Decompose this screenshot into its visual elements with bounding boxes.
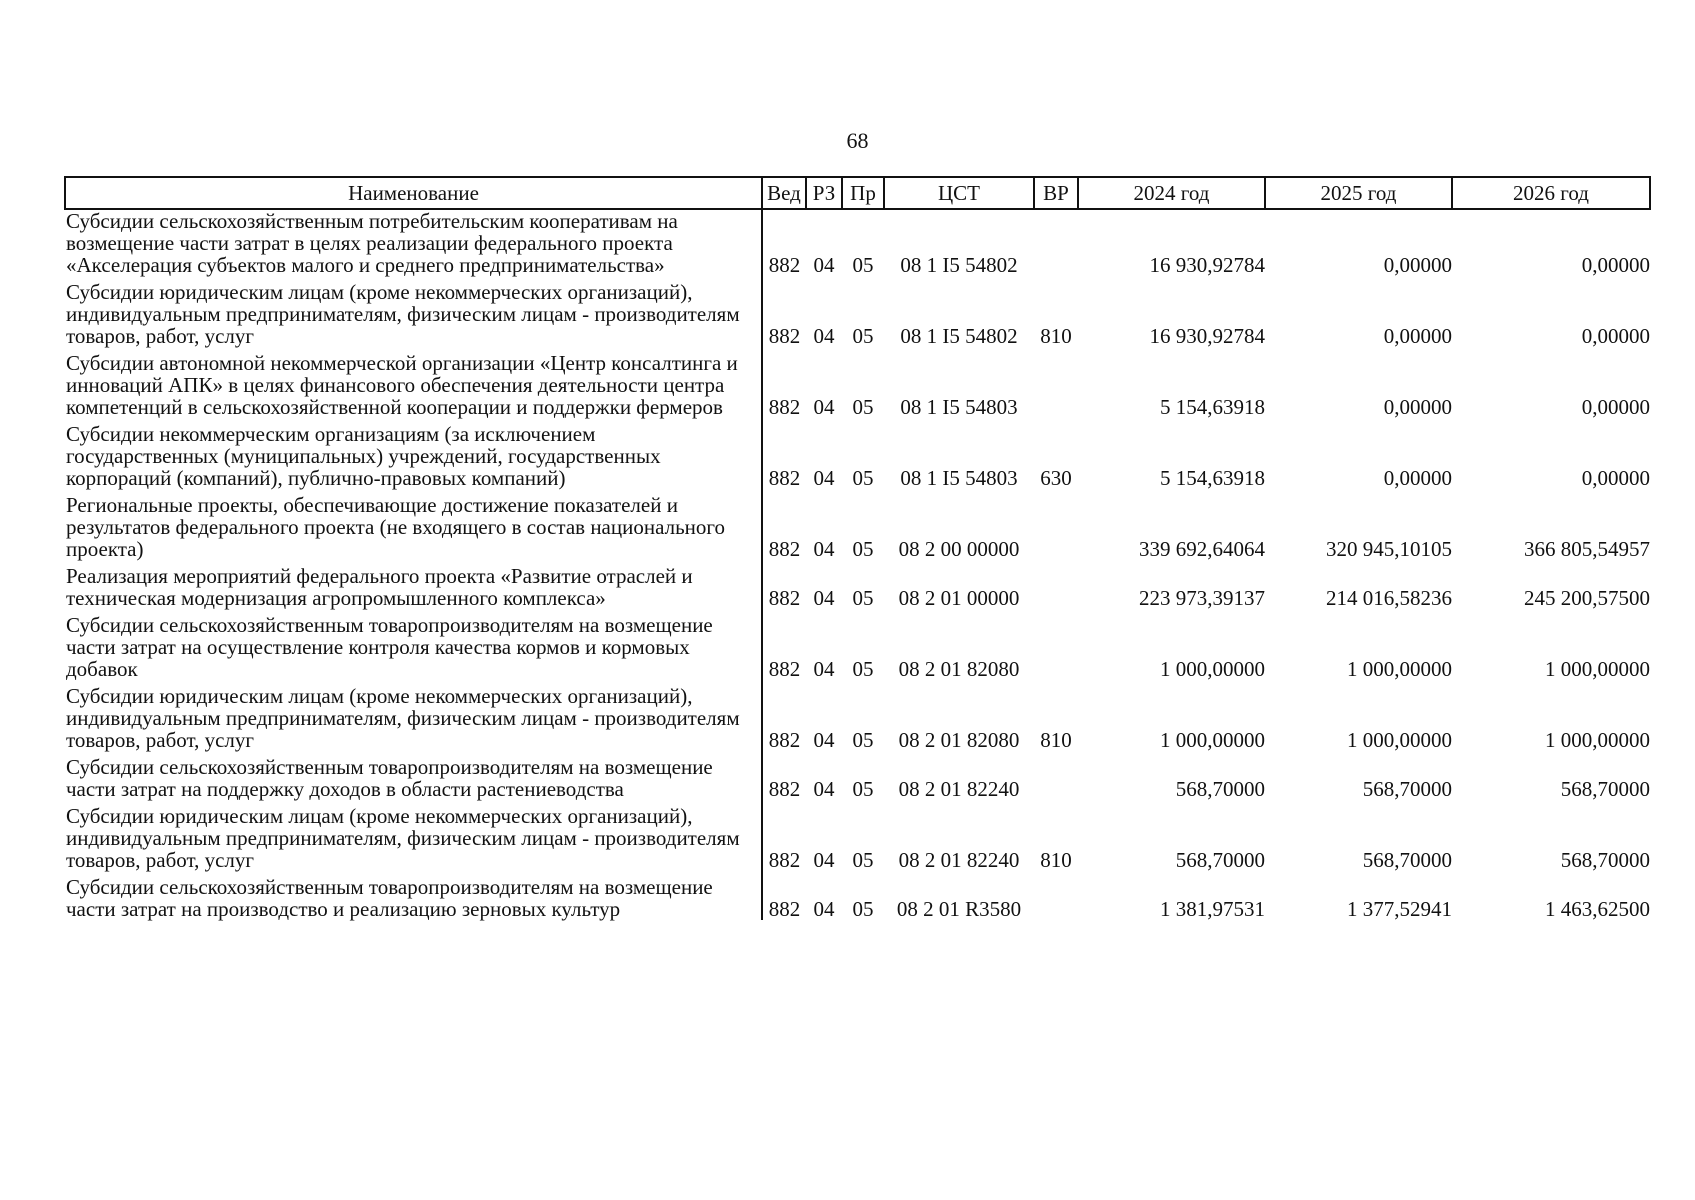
row-amount-2025: 0,00000: [1383, 324, 1452, 348]
table-row: [65, 281, 1650, 347]
row-pr: 05: [852, 897, 874, 921]
row-amount-2025: 320 945,10105: [1326, 537, 1452, 561]
row-cst: 08 2 01 82080: [898, 657, 1020, 681]
row-ved: 882: [768, 586, 801, 610]
row-amount-2025: 1 000,00000: [1347, 728, 1452, 752]
row-amount-2026: 568,70000: [1560, 777, 1650, 801]
row-amount-2026: 0,00000: [1581, 324, 1650, 348]
table-row: [65, 685, 1650, 751]
table-row: [65, 614, 1650, 680]
header-vr: ВР: [1034, 177, 1078, 209]
budget-table: [64, 176, 1651, 920]
row-amount-2026: 366 805,54957: [1524, 537, 1650, 561]
row-rz: 04: [813, 324, 835, 348]
row-name: Субсидии юридическим лицам (кроме некоммерческих организаций), индивидуальным предпринимателям, физическим лицам - производителям товаров, работ, услуг: [65, 281, 762, 347]
row-amount-2024: 339 692,64064: [1139, 537, 1265, 561]
table-row: [65, 423, 1650, 489]
row-amount-2026: 1 000,00000: [1545, 728, 1650, 752]
row-rz: 04: [813, 848, 835, 872]
row-vr: [1034, 614, 1078, 680]
header-2026: 2026 год: [1452, 177, 1650, 209]
row-ved: 882: [768, 777, 801, 801]
row-cst: 08 2 01 R3580: [896, 897, 1022, 921]
row-name: Субсидии юридическим лицам (кроме некоммерческих организаций), индивидуальным предпринимателям, физическим лицам - производителям товаров, работ, услуг: [65, 685, 762, 751]
table-row: [65, 494, 1650, 560]
header-ved: Вед: [762, 177, 806, 209]
header-pr: Пр: [842, 177, 884, 209]
row-pr: 05: [852, 848, 874, 872]
row-vr: [1034, 876, 1078, 920]
row-cst: 08 2 01 00000: [898, 586, 1020, 610]
row-vr: [1034, 565, 1078, 609]
row-amount-2024: 16 930,92784: [1149, 253, 1265, 277]
row-ved: 882: [768, 466, 801, 490]
header-cst: ЦСТ: [884, 177, 1034, 209]
row-vr: [1034, 494, 1078, 560]
row-amount-2026: 0,00000: [1581, 253, 1650, 277]
row-cst: 08 2 01 82240: [898, 848, 1020, 872]
row-name: Реализация мероприятий федерального проекта «Развитие отраслей и техническая модернизация агропромышленного комплекса»: [65, 565, 762, 609]
row-name: Субсидии автономной некоммерческой организации «Центр консалтинга и инноваций АПК» в целях финансового обеспечения деятельности центра компетенций в сельскохозяйственной кооперации и поддержки фермеров: [65, 352, 762, 418]
row-pr: 05: [852, 253, 874, 277]
row-amount-2025: 1 377,52941: [1347, 897, 1452, 921]
row-pr: 05: [852, 657, 874, 681]
row-pr: 05: [852, 466, 874, 490]
row-rz: 04: [813, 466, 835, 490]
header-name: Наименование: [65, 177, 762, 209]
row-name: Субсидии сельскохозяйственным товаропроизводителям на возмещение части затрат на производство и реализацию зерновых культур: [65, 876, 762, 920]
row-pr: 05: [852, 586, 874, 610]
row-amount-2025: 0,00000: [1383, 253, 1452, 277]
row-ved: 882: [768, 537, 801, 561]
row-amount-2024: 1 381,97531: [1160, 897, 1265, 921]
row-ved: 882: [768, 395, 801, 419]
row-vr: [1034, 756, 1078, 800]
row-vr: 810: [1040, 728, 1072, 752]
row-rz: 04: [813, 586, 835, 610]
row-amount-2024: 1 000,00000: [1160, 657, 1265, 681]
row-amount-2025: 0,00000: [1383, 395, 1452, 419]
row-name: Региональные проекты, обеспечивающие достижение показателей и результатов федерального проекта (не входящего в состав национального проекта): [65, 494, 762, 560]
table-row: [65, 565, 1650, 609]
row-name: Субсидии сельскохозяйственным товаропроизводителям на возмещение части затрат на осуществление контроля качества кормов и кормовых добавок: [65, 614, 762, 680]
row-vr: 810: [1040, 848, 1072, 872]
row-pr: 05: [852, 324, 874, 348]
row-cst: 08 1 I5 54802: [900, 253, 1018, 277]
table-body: [65, 209, 1650, 920]
page-number: 68: [846, 128, 869, 153]
row-rz: 04: [813, 395, 835, 419]
row-amount-2024: 568,70000: [1175, 848, 1265, 872]
row-pr: 05: [852, 728, 874, 752]
row-amount-2024: 223 973,39137: [1139, 586, 1265, 610]
row-cst: 08 1 I5 54803: [900, 466, 1018, 490]
row-amount-2025: 568,70000: [1362, 777, 1452, 801]
row-amount-2024: 5 154,63918: [1160, 395, 1265, 419]
row-cst: 08 1 I5 54803: [900, 395, 1018, 419]
row-ved: 882: [768, 657, 801, 681]
row-vr: 630: [1040, 466, 1072, 490]
table-row: [65, 209, 1650, 276]
row-rz: 04: [813, 537, 835, 561]
row-rz: 04: [813, 657, 835, 681]
row-amount-2024: 16 930,92784: [1149, 324, 1265, 348]
row-amount-2024: 568,70000: [1175, 777, 1265, 801]
row-rz: 04: [813, 897, 835, 921]
row-pr: 05: [852, 395, 874, 419]
table-row: [65, 756, 1650, 800]
row-cst: 08 2 01 82080: [898, 728, 1020, 752]
header-2025: 2025 год: [1265, 177, 1452, 209]
row-rz: 04: [813, 728, 835, 752]
header-rz: РЗ: [806, 177, 842, 209]
row-ved: 882: [768, 324, 801, 348]
row-ved: 882: [768, 897, 801, 921]
row-cst: 08 2 00 00000: [898, 537, 1020, 561]
row-ved: 882: [768, 848, 801, 872]
table-header: [65, 177, 1650, 209]
row-rz: 04: [813, 253, 835, 277]
row-name: Субсидии сельскохозяйственным потребительским кооперативам на возмещение части затрат в целях реализации федерального проекта «Акселерация субъектов малого и среднего предпринимательства»: [65, 209, 762, 276]
row-ved: 882: [768, 728, 801, 752]
row-amount-2025: 0,00000: [1383, 466, 1452, 490]
row-ved: 882: [768, 253, 801, 277]
header-2024: 2024 год: [1078, 177, 1265, 209]
row-amount-2025: 1 000,00000: [1347, 657, 1452, 681]
row-amount-2026: 1 000,00000: [1545, 657, 1650, 681]
row-amount-2026: 568,70000: [1560, 848, 1650, 872]
table-row: [65, 805, 1650, 871]
row-cst: 08 2 01 82240: [898, 777, 1020, 801]
row-amount-2026: 245 200,57500: [1524, 586, 1650, 610]
row-cst: 08 1 I5 54802: [900, 324, 1018, 348]
row-vr: [1034, 352, 1078, 418]
row-amount-2025: 214 016,58236: [1326, 586, 1452, 610]
row-vr: 810: [1040, 324, 1072, 348]
row-amount-2025: 568,70000: [1362, 848, 1452, 872]
row-pr: 05: [852, 777, 874, 801]
table-row: [65, 352, 1650, 418]
row-name: Субсидии некоммерческим организациям (за исключением государственных (муниципальных) учреждений, государственных корпораций (компаний), публично-правовых компаний): [65, 423, 762, 489]
row-name: Субсидии сельскохозяйственным товаропроизводителям на возмещение части затрат на поддержку доходов в области растениеводства: [65, 756, 762, 800]
row-amount-2026: 0,00000: [1581, 395, 1650, 419]
row-vr: [1034, 209, 1078, 276]
row-pr: 05: [852, 537, 874, 561]
row-rz: 04: [813, 777, 835, 801]
row-amount-2024: 1 000,00000: [1160, 728, 1265, 752]
row-amount-2026: 1 463,62500: [1545, 897, 1650, 921]
row-amount-2024: 5 154,63918: [1160, 466, 1265, 490]
row-name: Субсидии юридическим лицам (кроме некоммерческих организаций), индивидуальным предпринимателям, физическим лицам - производителям товаров, работ, услуг: [65, 805, 762, 871]
row-amount-2026: 0,00000: [1581, 466, 1650, 490]
table-row: [65, 876, 1650, 920]
